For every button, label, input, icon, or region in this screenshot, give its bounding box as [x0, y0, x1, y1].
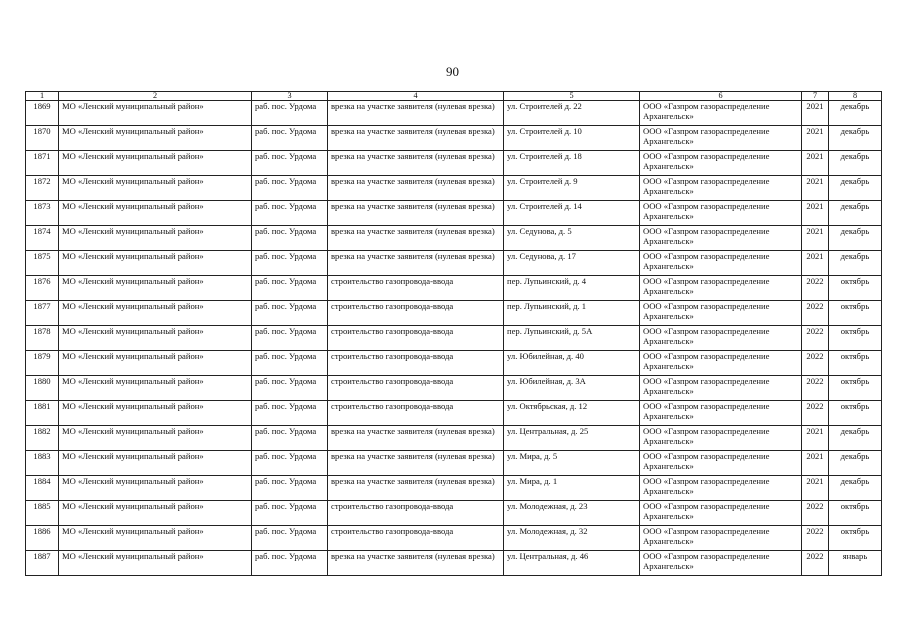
table-row	[26, 126, 882, 151]
work-type-cell: строительство газопровода-ввода	[328, 526, 504, 551]
settlement-cell: раб. пос. Урдома	[252, 351, 328, 376]
address-cell: ул. Седунова, д. 5	[504, 226, 640, 251]
month-cell: октябрь	[829, 276, 882, 301]
year-cell: 2022	[802, 276, 829, 301]
year-cell: 2022	[802, 326, 829, 351]
settlement-cell: раб. пос. Урдома	[252, 526, 328, 551]
year-cell: 2022	[802, 351, 829, 376]
table-row	[26, 101, 882, 126]
work-type-cell: строительство газопровода-ввода	[328, 501, 504, 526]
municipality-cell: МО «Ленский муниципальный район»	[59, 551, 252, 576]
municipality-cell: МО «Ленский муниципальный район»	[59, 226, 252, 251]
municipality-cell: МО «Ленский муниципальный район»	[59, 176, 252, 201]
address-cell: ул. Строителей д. 9	[504, 176, 640, 201]
organization-cell: ООО «Газпром газораспределение Архангельск»	[640, 301, 802, 326]
column-number: 4	[328, 92, 504, 101]
municipality-cell: МО «Ленский муниципальный район»	[59, 351, 252, 376]
organization-cell: ООО «Газпром газораспределение Архангельск»	[640, 176, 802, 201]
address-cell: ул. Строителей д. 14	[504, 201, 640, 226]
municipality-cell: МО «Ленский муниципальный район»	[59, 126, 252, 151]
organization-cell: ООО «Газпром газораспределение Архангельск»	[640, 276, 802, 301]
column-number: 3	[252, 92, 328, 101]
table-row	[26, 426, 882, 451]
address-cell: пер. Лупьинский, д. 5А	[504, 326, 640, 351]
table-row	[26, 401, 882, 426]
organization-cell: ООО «Газпром газораспределение Архангельск»	[640, 501, 802, 526]
month-cell: декабрь	[829, 176, 882, 201]
year-cell: 2021	[802, 451, 829, 476]
year-cell: 2021	[802, 101, 829, 126]
year-cell: 2022	[802, 551, 829, 576]
municipality-cell: МО «Ленский муниципальный район»	[59, 376, 252, 401]
gasification-table	[25, 91, 882, 576]
settlement-cell: раб. пос. Урдома	[252, 326, 328, 351]
table-row	[26, 451, 882, 476]
work-type-cell: врезка на участке заявителя (нулевая врезка)	[328, 426, 504, 451]
address-cell: ул. Центральная, д. 25	[504, 426, 640, 451]
table-row	[26, 176, 882, 201]
address-cell: пер. Лупьинский, д. 4	[504, 276, 640, 301]
table-row	[26, 276, 882, 301]
row-number-cell: 1877	[26, 301, 59, 326]
settlement-cell: раб. пос. Урдома	[252, 301, 328, 326]
year-cell: 2022	[802, 501, 829, 526]
year-cell: 2021	[802, 126, 829, 151]
municipality-cell: МО «Ленский муниципальный район»	[59, 451, 252, 476]
settlement-cell: раб. пос. Урдома	[252, 451, 328, 476]
organization-cell: ООО «Газпром газораспределение Архангельск»	[640, 326, 802, 351]
row-number-cell: 1881	[26, 401, 59, 426]
address-cell: ул. Молодежная, д. 23	[504, 501, 640, 526]
column-number-header-row	[26, 92, 882, 101]
municipality-cell: МО «Ленский муниципальный район»	[59, 201, 252, 226]
month-cell: декабрь	[829, 226, 882, 251]
settlement-cell: раб. пос. Урдома	[252, 251, 328, 276]
address-cell: ул. Мира, д. 1	[504, 476, 640, 501]
address-cell: ул. Мира, д. 5	[504, 451, 640, 476]
month-cell: декабрь	[829, 126, 882, 151]
organization-cell: ООО «Газпром газораспределение Архангельск»	[640, 201, 802, 226]
table-row	[26, 326, 882, 351]
organization-cell: ООО «Газпром газораспределение Архангельск»	[640, 226, 802, 251]
settlement-cell: раб. пос. Урдома	[252, 276, 328, 301]
address-cell: ул. Седунова, д. 17	[504, 251, 640, 276]
year-cell: 2022	[802, 376, 829, 401]
row-number-cell: 1885	[26, 501, 59, 526]
month-cell: октябрь	[829, 501, 882, 526]
organization-cell: ООО «Газпром газораспределение Архангельск»	[640, 251, 802, 276]
settlement-cell: раб. пос. Урдома	[252, 201, 328, 226]
column-number: 7	[802, 92, 829, 101]
work-type-cell: строительство газопровода-ввода	[328, 401, 504, 426]
table-row	[26, 551, 882, 576]
address-cell: пер. Лупьинский, д. 1	[504, 301, 640, 326]
month-cell: декабрь	[829, 101, 882, 126]
table-row	[26, 526, 882, 551]
work-type-cell: врезка на участке заявителя (нулевая врезка)	[328, 226, 504, 251]
year-cell: 2021	[802, 201, 829, 226]
month-cell: декабрь	[829, 251, 882, 276]
settlement-cell: раб. пос. Урдома	[252, 151, 328, 176]
settlement-cell: раб. пос. Урдома	[252, 476, 328, 501]
month-cell: декабрь	[829, 151, 882, 176]
row-number-cell: 1869	[26, 101, 59, 126]
month-cell: октябрь	[829, 301, 882, 326]
month-cell: октябрь	[829, 351, 882, 376]
table-row	[26, 151, 882, 176]
organization-cell: ООО «Газпром газораспределение Архангельск»	[640, 526, 802, 551]
work-type-cell: врезка на участке заявителя (нулевая врезка)	[328, 176, 504, 201]
address-cell: ул. Строителей д. 10	[504, 126, 640, 151]
organization-cell: ООО «Газпром газораспределение Архангельск»	[640, 451, 802, 476]
municipality-cell: МО «Ленский муниципальный район»	[59, 426, 252, 451]
row-number-cell: 1873	[26, 201, 59, 226]
table-row	[26, 301, 882, 326]
settlement-cell: раб. пос. Урдома	[252, 401, 328, 426]
settlement-cell: раб. пос. Урдома	[252, 501, 328, 526]
row-number-cell: 1870	[26, 126, 59, 151]
column-number: 5	[504, 92, 640, 101]
row-number-cell: 1879	[26, 351, 59, 376]
settlement-cell: раб. пос. Урдома	[252, 126, 328, 151]
row-number-cell: 1878	[26, 326, 59, 351]
address-cell: ул. Центральная, д. 46	[504, 551, 640, 576]
year-cell: 2021	[802, 426, 829, 451]
settlement-cell: раб. пос. Урдома	[252, 226, 328, 251]
row-number-cell: 1871	[26, 151, 59, 176]
month-cell: декабрь	[829, 426, 882, 451]
address-cell: ул. Молодежная, д. 32	[504, 526, 640, 551]
column-number: 2	[59, 92, 252, 101]
year-cell: 2021	[802, 251, 829, 276]
month-cell: декабрь	[829, 201, 882, 226]
municipality-cell: МО «Ленский муниципальный район»	[59, 526, 252, 551]
month-cell: декабрь	[829, 451, 882, 476]
address-cell: ул. Строителей д. 22	[504, 101, 640, 126]
work-type-cell: врезка на участке заявителя (нулевая врезка)	[328, 126, 504, 151]
work-type-cell: строительство газопровода-ввода	[328, 326, 504, 351]
table-row	[26, 201, 882, 226]
year-cell: 2021	[802, 151, 829, 176]
work-type-cell: строительство газопровода-ввода	[328, 276, 504, 301]
row-number-cell: 1876	[26, 276, 59, 301]
address-cell: ул. Юбилейная, д. 3А	[504, 376, 640, 401]
month-cell: октябрь	[829, 376, 882, 401]
work-type-cell: строительство газопровода-ввода	[328, 351, 504, 376]
table-row	[26, 376, 882, 401]
year-cell: 2021	[802, 226, 829, 251]
year-cell: 2021	[802, 176, 829, 201]
table-body	[26, 92, 882, 576]
work-type-cell: строительство газопровода-ввода	[328, 301, 504, 326]
organization-cell: ООО «Газпром газораспределение Архангельск»	[640, 401, 802, 426]
month-cell: октябрь	[829, 401, 882, 426]
municipality-cell: МО «Ленский муниципальный район»	[59, 101, 252, 126]
municipality-cell: МО «Ленский муниципальный район»	[59, 326, 252, 351]
work-type-cell: врезка на участке заявителя (нулевая врезка)	[328, 251, 504, 276]
settlement-cell: раб. пос. Урдома	[252, 426, 328, 451]
column-number: 1	[26, 92, 59, 101]
year-cell: 2022	[802, 401, 829, 426]
municipality-cell: МО «Ленский муниципальный район»	[59, 276, 252, 301]
municipality-cell: МО «Ленский муниципальный район»	[59, 401, 252, 426]
row-number-cell: 1882	[26, 426, 59, 451]
row-number-cell: 1880	[26, 376, 59, 401]
settlement-cell: раб. пос. Урдома	[252, 101, 328, 126]
table-row	[26, 476, 882, 501]
municipality-cell: МО «Ленский муниципальный район»	[59, 476, 252, 501]
settlement-cell: раб. пос. Урдома	[252, 376, 328, 401]
work-type-cell: врезка на участке заявителя (нулевая врезка)	[328, 476, 504, 501]
row-number-cell: 1883	[26, 451, 59, 476]
organization-cell: ООО «Газпром газораспределение Архангельск»	[640, 351, 802, 376]
organization-cell: ООО «Газпром газораспределение Архангельск»	[640, 376, 802, 401]
row-number-cell: 1884	[26, 476, 59, 501]
organization-cell: ООО «Газпром газораспределение Архангельск»	[640, 151, 802, 176]
work-type-cell: врезка на участке заявителя (нулевая врезка)	[328, 101, 504, 126]
organization-cell: ООО «Газпром газораспределение Архангельск»	[640, 126, 802, 151]
month-cell: октябрь	[829, 526, 882, 551]
organization-cell: ООО «Газпром газораспределение Архангельск»	[640, 476, 802, 501]
address-cell: ул. Строителей д. 18	[504, 151, 640, 176]
column-number: 8	[829, 92, 882, 101]
year-cell: 2022	[802, 526, 829, 551]
organization-cell: ООО «Газпром газораспределение Архангельск»	[640, 101, 802, 126]
municipality-cell: МО «Ленский муниципальный район»	[59, 501, 252, 526]
work-type-cell: строительство газопровода-ввода	[328, 376, 504, 401]
month-cell: декабрь	[829, 476, 882, 501]
year-cell: 2022	[802, 301, 829, 326]
row-number-cell: 1886	[26, 526, 59, 551]
table-row	[26, 501, 882, 526]
work-type-cell: врезка на участке заявителя (нулевая врезка)	[328, 151, 504, 176]
work-type-cell: врезка на участке заявителя (нулевая врезка)	[328, 451, 504, 476]
municipality-cell: МО «Ленский муниципальный район»	[59, 301, 252, 326]
settlement-cell: раб. пос. Урдома	[252, 551, 328, 576]
organization-cell: ООО «Газпром газораспределение Архангельск»	[640, 426, 802, 451]
month-cell: октябрь	[829, 326, 882, 351]
row-number-cell: 1887	[26, 551, 59, 576]
page-number: 90	[446, 64, 459, 79]
table-row	[26, 226, 882, 251]
address-cell: ул. Юбилейная, д. 40	[504, 351, 640, 376]
month-cell: январь	[829, 551, 882, 576]
work-type-cell: врезка на участке заявителя (нулевая врезка)	[328, 551, 504, 576]
municipality-cell: МО «Ленский муниципальный район»	[59, 151, 252, 176]
row-number-cell: 1872	[26, 176, 59, 201]
table-row	[26, 251, 882, 276]
column-number: 6	[640, 92, 802, 101]
year-cell: 2021	[802, 476, 829, 501]
address-cell: ул. Октябрьская, д. 12	[504, 401, 640, 426]
settlement-cell: раб. пос. Урдома	[252, 176, 328, 201]
municipality-cell: МО «Ленский муниципальный район»	[59, 251, 252, 276]
row-number-cell: 1874	[26, 226, 59, 251]
work-type-cell: врезка на участке заявителя (нулевая врезка)	[328, 201, 504, 226]
organization-cell: ООО «Газпром газораспределение Архангельск»	[640, 551, 802, 576]
row-number-cell: 1875	[26, 251, 59, 276]
table-row	[26, 351, 882, 376]
